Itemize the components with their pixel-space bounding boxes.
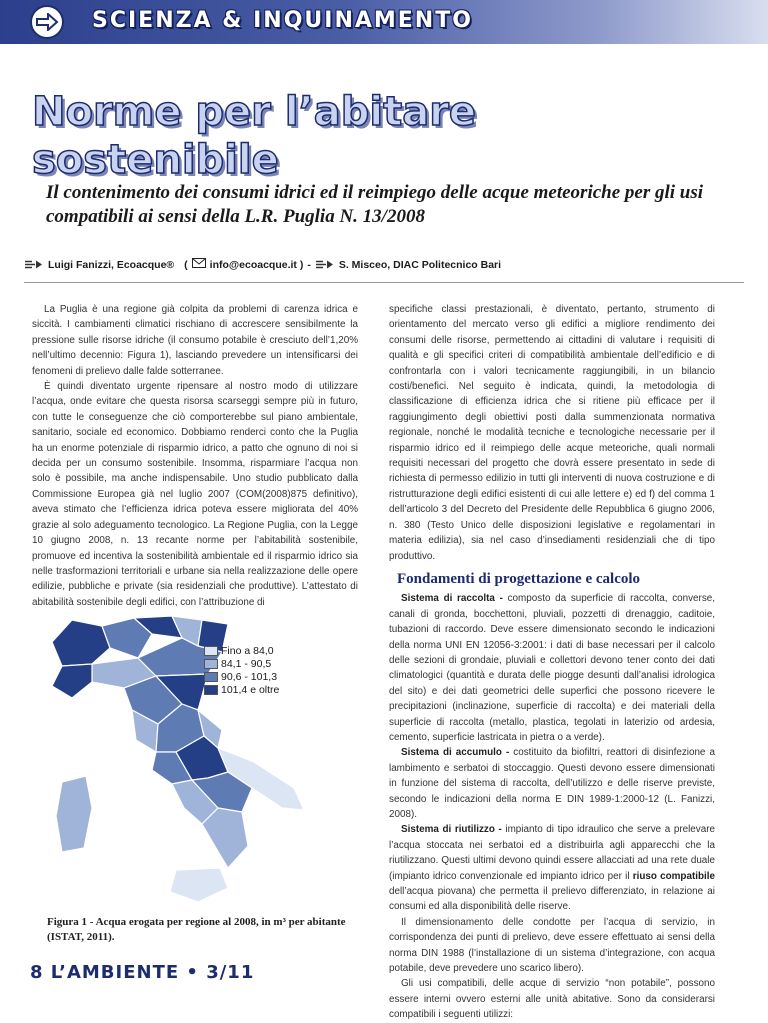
paragraph: Sistema di raccolta - composto da superficie di raccolta, converse, canali di gronda, bocchettoni, pluviali, pozzetti di drenaggio, caditoie, tubazioni di raccordo. Deve essere dimensionato secondo le indicazioni della norma UNI EN 12056-3:2001: i dati di base necessari per il calcolo delle sezioni di grondaie, pluviali e collettori devono tener conto dei dati climatologici (quantità e durata delle piogge desunti dall’analisi idrologica del sito) e dei dati geometrici delle superfici che possono ricevere le precipitazioni (inclinazione, superficie di raccolta) e dei materiali della superficie di raccolta (metallo, plastica, tegolati in laterizio od ardesia, cemento, superficie lastricata in pietra o a verde). (389, 593, 716, 743)
term-label: riuso compatibile (632, 870, 715, 882)
legend-item: Fino a 84,0 (204, 644, 279, 657)
envelope-icon (192, 258, 206, 271)
article-subtitle: Il contenimento dei consumi idrici ed il reimpiego delle acque meteoriche per gli usi compatibili ai sensi della L.R. Puglia N. 13/2008 (46, 182, 704, 227)
section-header-bar (0, 0, 768, 44)
page-footer: 8 L’AMBIENTE • 3/11 (30, 962, 255, 983)
term-label: Sistema di accumulo - (401, 747, 510, 759)
legend-item: 90,6 - 101,3 (204, 670, 279, 683)
paragraph: specifiche classi prestazionali, è diventato, pertanto, strumento di orientamento del mercato verso gli edifici a migliore rendimento dei consumi delle risorse, permettendo ai cittadini di valutare i requisiti di qualità e gli specifici criteri di compatibilità ambientale dell’edificio e di confrontarla con i valori tecnicamente raggiungibili, in un bilancio costi/benefici. Nel seguito è indicata, quindi, la metodologia di classificazione di efficienza idrica che si ritiene più efficace per il raggiungimento degli obiettivi posti dalla summenzionata normativa regionale, nonché le modalità tecniche e tecnologiche necessarie per il risparmio idrico ed il reimpiego delle acque meteoriche, quali normali requisiti necessari del progetto che dovrà essere presentato in sede di richiesta di permesso edilizio in tutti gli interventi di nuova costruzione e di ristrutturazione degli edifici esistenti di cui alle lettere e) ed f) del comma 1 dell’articolo 3 del Decreto del Presidente delle Repubblica 6 giugno 2006, n. 380 (Testo Unico delle disposizioni legislative e regolamentari in materia edilizia), sia nel caso d’insediamenti residenziali che di tipo produttivo. (389, 304, 715, 562)
author-2: S. Misceo, DIAC Politecnico Bari (338, 258, 502, 271)
paragraph: Il dimensionamento delle condotte per l’acqua di servizio, in corrispondenza dei punti di prelievo, deve essere effettuato ai sensi della norma DIN 1988 (l’installazione di un sistema d’integrazione, con acqua potabile, deve prevedere uno scarico libero). (389, 916, 715, 975)
author-1: Luigi Fanizzi, Ecoacque® (48, 258, 175, 271)
paragraph: È quindi diventato urgente ripensare al nostro modo di utilizzare l’acqua, onde evitare che questa risorsa scarseggi sempre più in futuro, con tutte le conseguenze che ciò comporterebbe sul piano ambientale, sanitario, sociale ed economico. Dobbiamo renderci conto che la Puglia ha un enorme potenziale di risparmio idrico, a patto che ognuno di noi si decida per un consumo sostenibile. Insomma, risparmiare l’acqua non solo è possibile, ma anche indispensabile. Uno studio pubblicato dalla Commissione Europea già nel luglio 2007 (COM(2008)875 definitivo), aveva stimato che l’efficienza idrica poteva essere migliorata del 40% grazie al solo adeguamento tecnologico. La Regione Puglia, con la Legge 10 giugno 2008, n. 13 recante norme per l’abitabilità sostenibile, promuove ed incentiva la sostenibilità ambientale ed il risparmio idrico sia nelle trasformazioni territoriali e urbane sia nella realizzazione delle opere edilizie, pubbliche e private (sia residenziali che produttive). L’attestato di abitabilità sostenibile degli edifici, con l’attribuzione di (32, 381, 358, 608)
paragraph: Sistema di accumulo - costituito da biofiltri, reattori di disinfezione a lambimento e serbatoi di stoccaggio. Questi devono essere dimensionati in funzione del sistema di raccolta, dell’utilizzo e delle riserve previste, secondo le indicazioni della norma E DIN 1989-1:2000-12 (L. Fanizzi, 2008). (389, 747, 715, 820)
section-title: SCIENZA & INQUINAMENTO (92, 8, 473, 33)
arrow-right-icon (30, 5, 64, 39)
email-open-paren: ( (184, 258, 188, 271)
byline (24, 258, 744, 271)
term-label: Sistema di raccolta - (401, 593, 503, 605)
author-arrow-icon (315, 260, 335, 269)
legend-swatch (204, 672, 218, 682)
legend-item: 101,4 e oltre (204, 683, 279, 696)
author-email: info@ecoacque.it ) (209, 258, 304, 271)
map-legend (204, 644, 279, 696)
paragraph: Gli usi compatibili, delle acque di servizio “non potabile”, possono essere interni ovvero esterni alle unità abitative. Sono da considerarsi compatibili i seguenti utilizzi: (389, 978, 715, 1021)
legend-swatch (204, 685, 218, 695)
term-label: Sistema di riutilizzo - (401, 824, 502, 836)
paragraph: La Puglia è una regione già colpita da problemi di carenza idrica e siccità. I cambiamenti climatici rischiano di accrescere sensibilmente la pressione sulle risorse idriche (il consumo potabile è cresciuto dell’1,20% nell’ultimo decennio: Figura 1), lasciando prevedere un intensificarsi dei fenomeni di prelievo dalle falde sotterranee. (32, 304, 358, 377)
legend-item: 84,1 - 90,5 (204, 657, 279, 670)
byline-divider (24, 282, 744, 283)
figure-caption: Figura 1 - Acqua erogata per regione al 2008, in m³ per abitante (ISTAT, 2011). (47, 916, 346, 943)
byline-separator: - (307, 258, 311, 271)
left-column (32, 302, 358, 610)
legend-swatch (204, 659, 218, 669)
section-heading: Fondamenti di progettazione e calcolo (397, 570, 641, 587)
legend-swatch (204, 646, 218, 656)
article-title: Norme per l’abitare sostenibile (32, 89, 477, 183)
italy-map (32, 612, 358, 908)
author-arrow-icon (24, 260, 44, 269)
paragraph: Sistema di riutilizzo - impianto di tipo idraulico che serve a prelevare l’acqua stoccata nei serbatoi ed a distribuirla agli apparecchi che la riutilizzano. Questi ultimi devono quindi essere allacciati ad una rete duale (impianto idrico convenzionale ed impianto idrico per il riuso compatibile dell’acqua piovana) che permetta il prelievo differenziato, in relazione ai consumi ed alla disponibilità delle riserve. (389, 824, 715, 913)
right-column (389, 302, 715, 1023)
figure-map (32, 612, 358, 908)
